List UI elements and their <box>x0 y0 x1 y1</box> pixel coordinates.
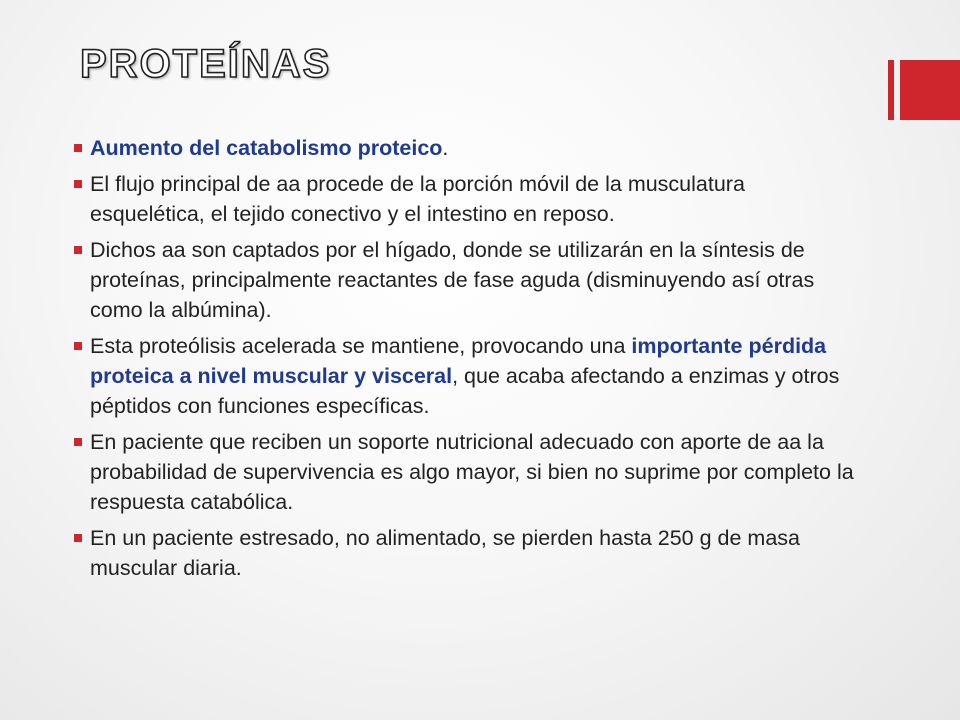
bullet-item <box>74 331 864 421</box>
bullet-item <box>74 427 864 517</box>
bullet-highlight: importante pérdida proteica a nivel muscular y visceral <box>90 334 827 388</box>
bullet-item <box>74 523 864 583</box>
bullet-item <box>74 169 864 229</box>
bullet-text: En paciente que reciben un soporte nutricional adecuado con aporte de aa la probabilidad de supervivencia es algo mayor, si bien no suprime por completo la respuesta catabólica. <box>90 430 854 514</box>
square-bullet-icon <box>74 534 82 542</box>
square-bullet-icon <box>74 246 82 254</box>
bullet-text: , que acaba afectando a enzimas y otros péptidos con funciones específicas. <box>90 364 840 418</box>
slide-title: PROTEÍNAS <box>80 42 332 86</box>
bullet-text: . <box>442 136 449 160</box>
accent-bar-thin <box>888 60 894 120</box>
bullet-text: En un paciente estresado, no alimentado, se pierden hasta 250 g de masa muscular diaria. <box>90 526 800 580</box>
bullet-text: El flujo principal de aa procede de la porción móvil de la musculatura esquelética, el tejido conectivo y el intestino en reposo. <box>90 172 745 226</box>
bullet-text: Esta proteólisis acelerada se mantiene, provocando una <box>90 334 632 358</box>
square-bullet-icon <box>74 342 82 350</box>
bullet-highlight: Aumento del catabolismo proteico <box>90 136 443 160</box>
bullet-text: Dichos aa son captados por el hígado, donde se utilizarán en la síntesis de proteínas, principalmente reactantes de fase aguda (disminuyendo así otras como la albúmina). <box>90 238 815 322</box>
bullet-item <box>74 133 864 163</box>
square-bullet-icon <box>74 144 82 152</box>
square-bullet-icon <box>74 180 82 188</box>
accent-block <box>900 60 960 120</box>
bullet-item <box>74 235 864 325</box>
bullet-list <box>74 133 864 589</box>
square-bullet-icon <box>74 438 82 446</box>
